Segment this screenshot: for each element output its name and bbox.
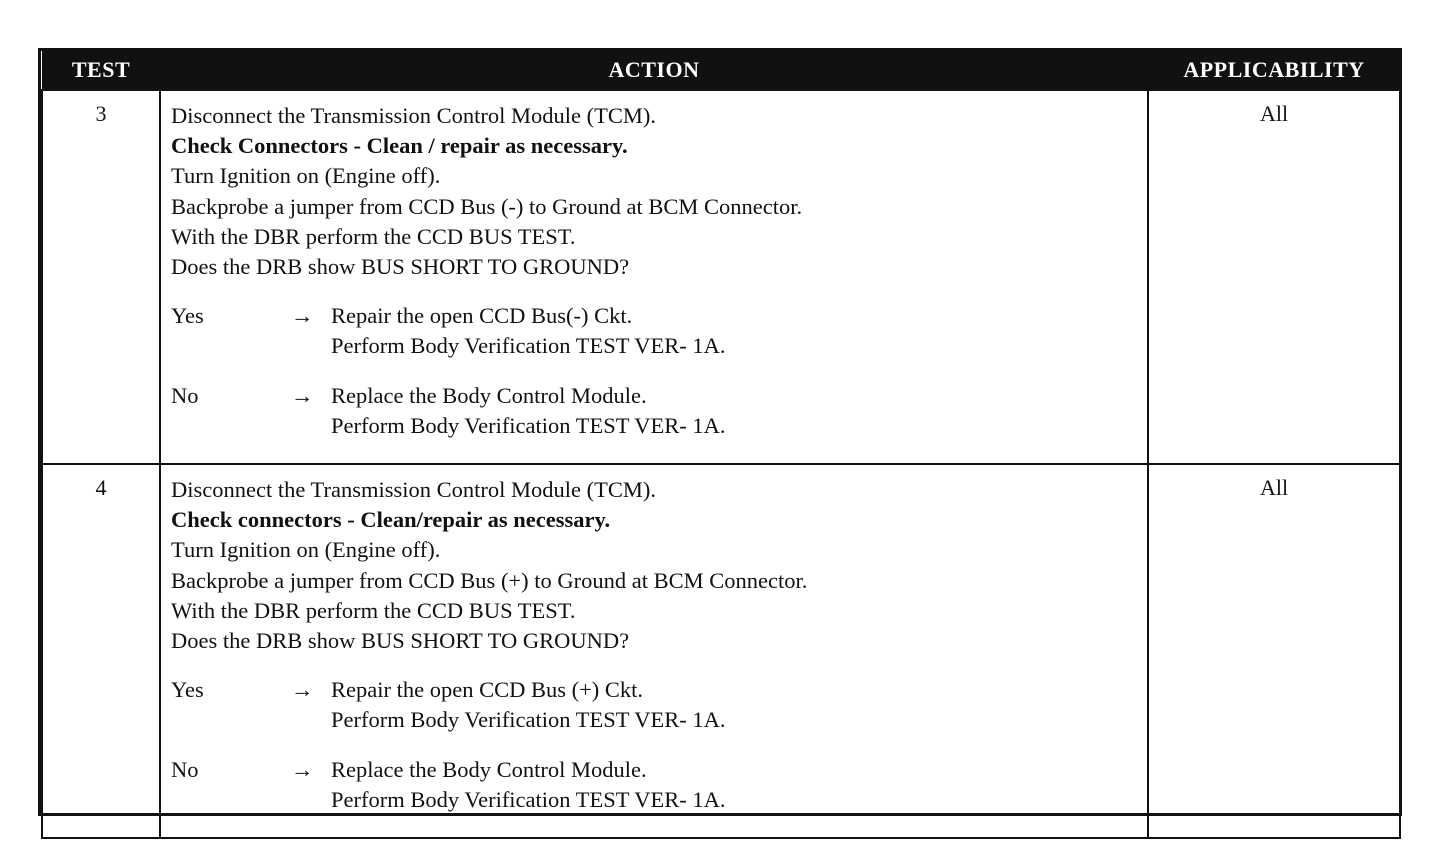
outcome-yes [171, 675, 1137, 735]
answer-label: Yes [171, 677, 204, 703]
outcome-result [331, 675, 1137, 735]
action-step: Turn Ignition on (Engine off). [171, 537, 441, 563]
action-step-emphasis: Check Connectors - Clean / repair as necessary. [171, 133, 628, 159]
result-line: Repair the open CCD Bus(-) Ckt. [331, 303, 633, 329]
action-step: Disconnect the Transmission Control Module (TCM). [171, 477, 656, 502]
header-test: TEST [42, 51, 160, 90]
outcome-no [171, 381, 1137, 441]
result-line: Replace the Body Control Module. [331, 382, 647, 408]
action-step: Disconnect the Transmission Control Module (TCM). [171, 103, 656, 128]
result-line: Repair the open CCD Bus (+) Ckt. [331, 677, 644, 703]
result-line: Perform Body Verification TEST VER- 1A. [331, 412, 726, 438]
right-arrow-icon: → [291, 303, 314, 329]
outcome-result [331, 755, 1137, 815]
table-row [42, 464, 1400, 838]
right-arrow-icon: → [291, 382, 314, 408]
action-step-emphasis: Check connectors - Clean/repair as necessary. [171, 507, 611, 533]
result-line: Perform Body Verification TEST VER- 1A. [331, 786, 726, 812]
outcome-result [331, 301, 1137, 361]
action-step: Backprobe a jumper from CCD Bus (-) to Ground at BCM Connector. [171, 193, 803, 219]
outcome-yes [171, 301, 1137, 361]
result-line: Perform Body Verification TEST VER- 1A. [331, 707, 726, 733]
table-row [42, 90, 1400, 464]
action-cell [160, 464, 1148, 838]
diagnostic-test-table [38, 48, 1402, 816]
answer-label: No [171, 756, 199, 782]
header-row [42, 51, 1400, 90]
applicability-value: All [1148, 90, 1400, 464]
result-line: Replace the Body Control Module. [331, 756, 647, 782]
result-line: Perform Body Verification TEST VER- 1A. [331, 333, 726, 359]
action-step: Turn Ignition on (Engine off). [171, 163, 441, 189]
test-number: 3 [42, 90, 160, 464]
header-applicability: APPLICABILITY [1148, 51, 1400, 90]
right-arrow-icon: → [291, 756, 314, 782]
answer-label: Yes [171, 303, 204, 329]
action-question: Does the DRB show BUS SHORT TO GROUND? [171, 254, 630, 280]
applicability-value: All [1148, 464, 1400, 838]
outcomes [171, 301, 1137, 441]
outcome-no [171, 755, 1137, 815]
outcome-result [331, 381, 1137, 441]
answer-label: No [171, 382, 199, 408]
test-table [41, 51, 1401, 839]
right-arrow-icon: → [291, 677, 314, 703]
action-question: Does the DRB show BUS SHORT TO GROUND? [171, 628, 630, 654]
action-step: With the DBR perform the CCD BUS TEST. [171, 597, 576, 623]
action-cell [160, 90, 1148, 464]
action-step: With the DBR perform the CCD BUS TEST. [171, 223, 576, 249]
header-action: ACTION [160, 51, 1148, 90]
outcomes [171, 675, 1137, 815]
test-number: 4 [42, 464, 160, 838]
action-step: Backprobe a jumper from CCD Bus (+) to Ground at BCM Connector. [171, 567, 808, 593]
